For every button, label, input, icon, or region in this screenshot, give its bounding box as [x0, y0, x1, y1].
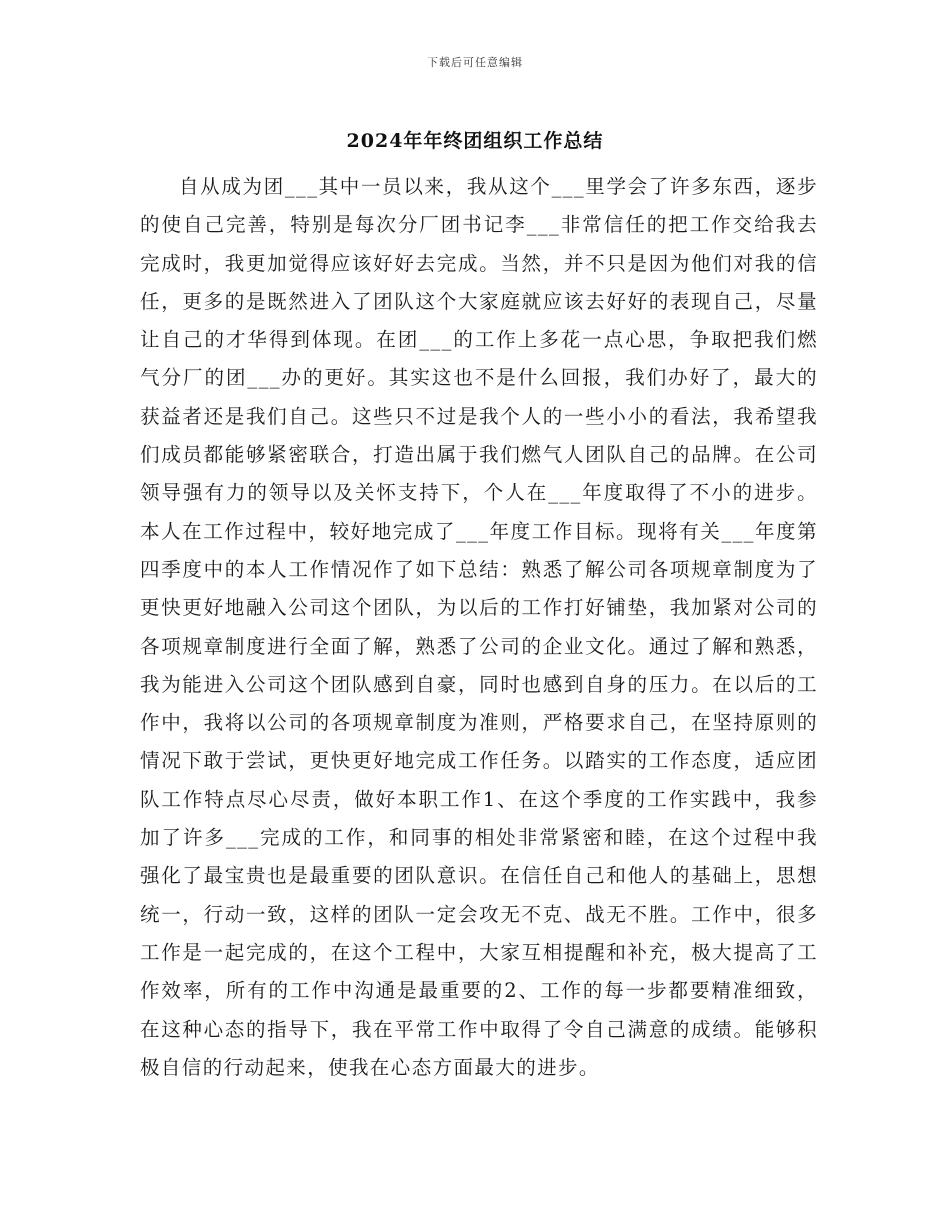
body-paragraph: 自从成为团___其中一员以来，我从这个___里学会了许多东西，逐步的使自己完善，特别是每次分厂团书记李___非常信任的把工作交给我去完成时，我更加觉得应该好好去完成。当然，并不只是因为他们对我的信任，更多的是既然进入了团队这个大家庭就应该去好好的表现自己，尽量让自己的才华得到体现。在团___的工作上多花一点心思，争取把我们燃气分厂的团___办的更好。其实这也不是什么回报，我们办好了，最大的获益者还是我们自己。这些只不过是我个人的一些小小的看法，我希望我们成员都能够紧密联合，打造出属于我们燃气人团队自己的品牌。在公司领导强有力的领导以及关怀支持下，个人在___年度取得了不小的进步。本人在工作过程中，较好地完成了___年度工作目标。现将有关___年度第四季度中的本人工作情况作了如下总结：熟悉了解公司各项规章制度为了更快更好地融入公司这个团队，为以后的工作打好铺垫，我加紧对公司的各项规章制度进行全面了解，熟悉了公司的企业文化。通过了解和熟悉，我为能进入公司这个团队感到自豪，同时也感到自身的压力。在以后的工作中，我将以公司的各项规章制度为准则，严格要求自己，在坚持原则的情况下敢于尝试，更快更好地完成工作任务。以踏实的工作态度，适应团队工作特点尽心尽责，做好本职工作1、在这个季度的工作实践中，我参加了许多___完成的工作，和同事的相处非常紧密和睦，在这个过程中我强化了最宝贵也是最重要的团队意识。在信任自己和他人的基础上，思想统一，行动一致，这样的团队一定会攻无不克、战无不胜。工作中，很多工作是一起完成的，在这个工程中，大家互相提醒和补充，极大提高了工作效率，所有的工作中沟通是最重要的2、工作的每一步都要精准细致，在这种心态的指导下，我在平常工作中取得了令自己满意的成绩。能够积极自信的行动起来，使我在心态方面最大的进步。 — [140, 175, 818, 1079]
page-header-note: 下载后可任意编辑 — [427, 56, 523, 69]
document-title: 2024年年终团组织工作总结 — [346, 130, 604, 152]
